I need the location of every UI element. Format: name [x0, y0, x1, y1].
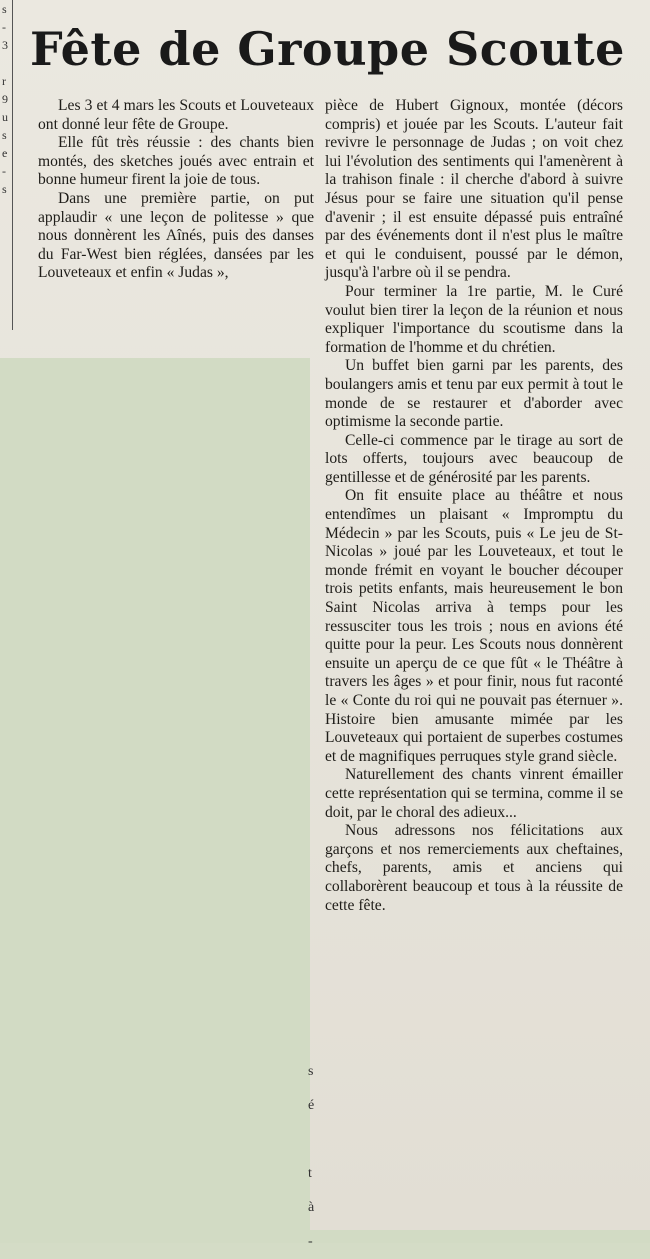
edge-fragment: t	[308, 1166, 312, 1181]
edge-fragment	[308, 1123, 322, 1157]
paragraph: Elle fût très réussie : des chants bien montés, des sketches joués avec entrain et bonne humeur firent la joie de tous.	[38, 134, 314, 189]
edge-fragment: -	[308, 1234, 313, 1249]
edge-fragment: s	[2, 182, 7, 196]
adjacent-column-edge-bottom	[308, 1055, 322, 1259]
edge-fragment	[0, 54, 12, 72]
paragraph: Dans une première partie, on put applaudir « une leçon de politesse » que nous donnèrent les Aînés, puis des danses du Far-West bien réglées, dansées par les Louveteaux et enfin « Judas »,	[38, 189, 314, 282]
edge-fragment: 3	[2, 38, 8, 52]
edge-fragment: é	[308, 1098, 315, 1113]
paragraph: Pour terminer la 1re partie, M. le Curé voulut bien tirer la leçon de la réunion et nous expliquer l'importance du scoutisme dans la formation de l'homme et du chrétien.	[325, 282, 623, 356]
paragraph: pièce de Hubert Gignoux, montée (décors compris) et jouée par les Scouts. L'auteur fait revivre le personnage de Judas ; on voit chez lui l'évolution des sentiments qui l'amenèrent à la trahison finale : il cherche d'abord à suivre Jésus pour se faire une situation qu'il pense d'avenir ; il est ensuite dépassé puis entraîné par des événements dont il n'est plus le maître et qui le conduisent, poussé par le démon, jusqu'à l'arbre où il se pendra.	[325, 97, 623, 282]
article-title: Fête de Groupe Scoute	[30, 22, 625, 76]
edge-fragment: s	[2, 2, 7, 16]
article-column-left	[38, 97, 314, 283]
edge-fragment: r	[2, 74, 6, 88]
edge-fragment: s	[2, 128, 7, 142]
paragraph: Nous adressons nos félicitations aux garçons et nos remerciements aux cheftaines, chefs, parents, amis et anciens qui collaborèrent beaucoup et tous à la réussite de cette fête.	[325, 822, 623, 914]
edge-fragment: -	[2, 164, 6, 178]
paragraph: Un buffet bien garni par les parents, des boulangers amis et tenu par eux permit à tout le monde de se restaurer et d'aborder avec optimisme la seconde partie.	[325, 357, 623, 431]
edge-fragment: u	[2, 110, 8, 124]
article-column-right	[325, 97, 623, 915]
adjacent-column-edge	[0, 0, 13, 330]
edge-fragment: 9	[2, 92, 8, 106]
edge-fragment: e	[2, 146, 8, 160]
paragraph: Les 3 et 4 mars les Scouts et Louveteaux ont donné leur fête de Groupe.	[38, 97, 314, 133]
blank-bottom-strip	[0, 1230, 650, 1243]
paragraph: On fit ensuite place au théâtre et nous entendîmes un plaisant « Impromptu du Médecin » par les Scouts, puis « Le jeu de St-Nicolas » joué par les Louveteaux, et tout le monde frémit en voyant le boucher découper trois petits enfants, mais heureusement le bon Saint Nicolas arriva à temps pour les ressusciter tous les trois ; nous en avions été quitte pour la peur. Les Scouts nous donnèrent ensuite un aperçu de ce que fût « le Théâtre à travers les âges » et pour finir, nous fut raconté le « Conte du roi qui ne pouvait pas éternuer ». Histoire bien amusante mimée par les Louveteaux qui portaient de superbes costumes et de magnifiques perruques style grand siècle.	[325, 487, 623, 765]
edge-fragment: s	[308, 1064, 314, 1079]
blank-background-area	[0, 358, 310, 1230]
edge-fragment: à	[308, 1200, 315, 1215]
paragraph: Celle-ci commence par le tirage au sort de lots offerts, toujours avec beaucoup de gentillesse et de générosité par les parents.	[325, 431, 623, 486]
paragraph: Naturellement des chants vinrent émailler cette représentation qui se termina, comme il se doit, par le choral des adieux...	[325, 766, 623, 821]
edge-fragment: -	[2, 20, 6, 34]
